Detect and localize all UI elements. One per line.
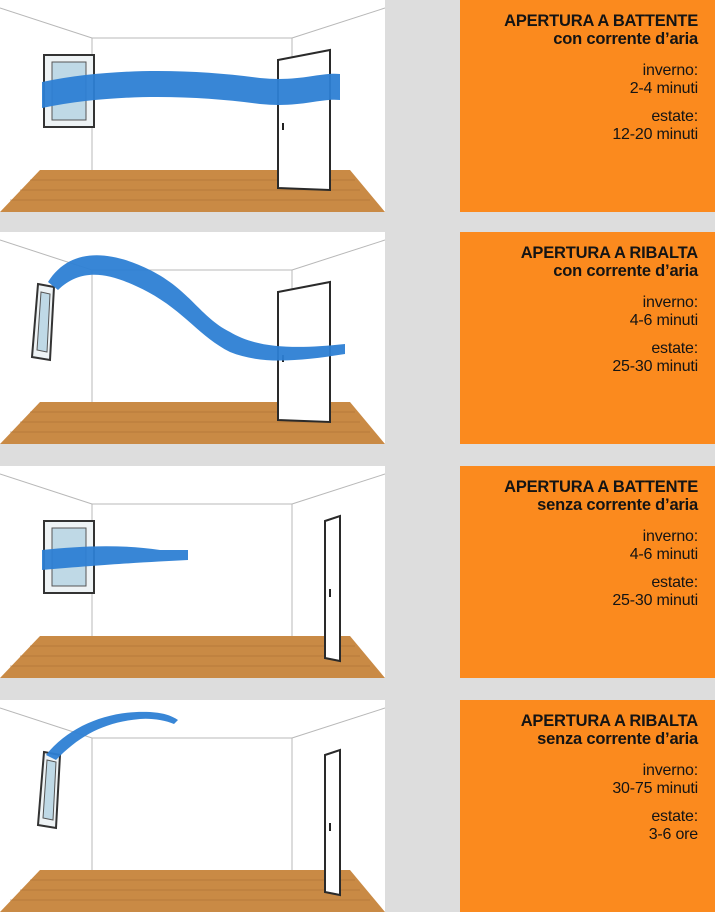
draft-subtitle: senza corrente d’aria [537,496,698,514]
winter-duration: 2-4 minuti [629,80,698,97]
winter-duration: 30-75 minuti [612,780,698,797]
ventilation-row-3 [0,466,715,678]
ventilation-row-2 [0,232,715,444]
info-card [460,466,715,678]
room-illustration-tilt-draft [0,232,385,444]
opening-type-title: APERTURA A RIBALTA [520,712,698,730]
winter-label: inverno: [642,528,698,545]
opening-type-title: APERTURA A RIBALTA [520,244,698,262]
room-illustration-casement-draft [0,0,385,212]
airflow-ribbon [42,546,188,570]
opening-type-title: APERTURA A BATTENTE [504,478,698,496]
closed-door-icon [325,750,340,895]
room-illustration-casement-no-draft [0,466,385,678]
room-svg [0,232,385,444]
airflow-ribbon [46,712,178,760]
winter-duration: 4-6 minuti [629,312,698,329]
ventilation-row-1 [0,0,715,212]
summer-label: estate: [651,808,698,825]
summer-label: estate: [651,574,698,591]
room-svg [0,700,385,912]
winter-label: inverno: [642,294,698,311]
summer-duration: 25-30 minuti [612,592,698,609]
draft-subtitle: senza corrente d’aria [537,730,698,748]
info-card [460,232,715,444]
tilt-window-icon [38,752,60,828]
winter-duration: 4-6 minuti [629,546,698,563]
draft-subtitle: con corrente d’aria [553,262,698,280]
tilt-window-icon [32,284,54,360]
info-card [460,0,715,212]
open-door-icon [278,50,330,190]
draft-subtitle: con corrente d’aria [553,30,698,48]
summer-duration: 12-20 minuti [612,126,698,143]
room-illustration-tilt-no-draft [0,700,385,912]
closed-door-icon [325,516,340,661]
info-card [460,700,715,912]
opening-type-title: APERTURA A BATTENTE [504,12,698,30]
room-svg [0,466,385,678]
summer-duration: 25-30 minuti [612,358,698,375]
summer-duration: 3-6 ore [648,826,698,843]
room-svg [0,0,385,212]
ventilation-row-4 [0,700,715,912]
winter-label: inverno: [642,62,698,79]
summer-label: estate: [651,340,698,357]
summer-label: estate: [651,108,698,125]
winter-label: inverno: [642,762,698,779]
